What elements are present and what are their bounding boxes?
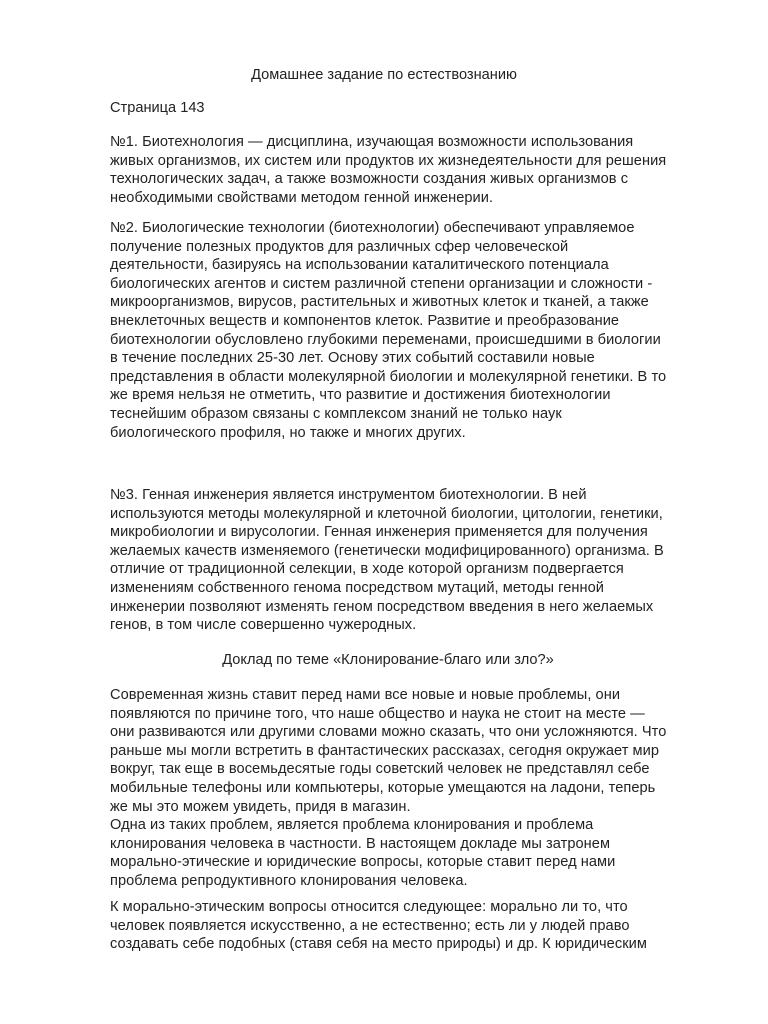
report-paragraph-1: Современная жизнь ставит перед нами все новые и новые проблемы, они появляются по причине того, что наше общество и наука не стоит на месте — они развиваются или другими словами можно сказать, что они усложняются. Что раньше мы могли встретить в фантастических рассказах, сегодня окружает мир вокруг, так еще в восемьдесятые годы советский человек не представлял себе мобильные телефоны или компьютеры, которые умещаются на ладони, теперь же мы это можем увидеть, придя в магазин. (110, 687, 667, 815)
report-heading: Доклад по теме «Клонирование-благо или зло?» (222, 652, 554, 668)
answer-paragraph-2: №2. Биологические технологии (биотехнологии) обеспечивают управляемое получение полезных продуктов для различных сфер человеческой деятельности, базируясь на использовании каталитического потенциала биологических агентов и систем различной степени организации и сложности - микроорганизмов, вирусов, растительных и животных клеток и тканей, а также внеклеточных веществ и компонентов клеток. Развитие и преобразование биотехнологии обусловлено глубокими переменами, происшедшими в биологии в течение последних 25-30 лет. Основу этих событий составили новые представления в области молекулярной биологии и молекулярной генетики. В то же время нельзя не отметить, что развитие и достижения биотехнологии теснейшим образом связаны с комплексом знаний не только наук биологического профиля, но также и многих других. (110, 220, 667, 441)
answer-paragraph-3: №3. Генная инженерия является инструментом биотехнологии. В ней используются методы молекулярной и клеточной биологии, цитологии, генетики, микробиологии и вирусологии. Генная инженерия применяется для получения желаемых качеств изменяемого (генетически модифицированного) организма. В отличие от традиционной селекции, в ходе которой организм подвергается изменениям собственного генома посредством мутаций, методы генной инженерии позволяют изменять геном посредством введения в него желаемых генов, в том числе совершенно чужеродных. (110, 487, 664, 634)
report-paragraph-3: К морально-этическим вопросы относится следующее: морально ли то, что человек появляется искусственно, а не естественно; есть ли у людей право создавать себе подобных (ставя себя на место природы) и др. К юридическим (110, 899, 647, 953)
report-paragraph-2: Одна из таких проблем, является проблема клонирования и проблема клонирования человека в частности. В настоящем докладе мы затронем морально-этические и юридические вопросы, которые ставит перед нами проблема репродуктивного клонирования человека. (110, 817, 616, 889)
page-label: Страница 143 (110, 100, 205, 116)
document-title: Домашнее задание по естествознанию (251, 67, 517, 83)
answer-paragraph-1: №1. Биотехнология — дисциплина, изучающая возможности использования живых организмов, их систем или продуктов их жизнедеятельности для решения технологических задач, а также возможности создания живых организмов с необходимыми свойствами методом генной инженерии. (110, 134, 667, 206)
